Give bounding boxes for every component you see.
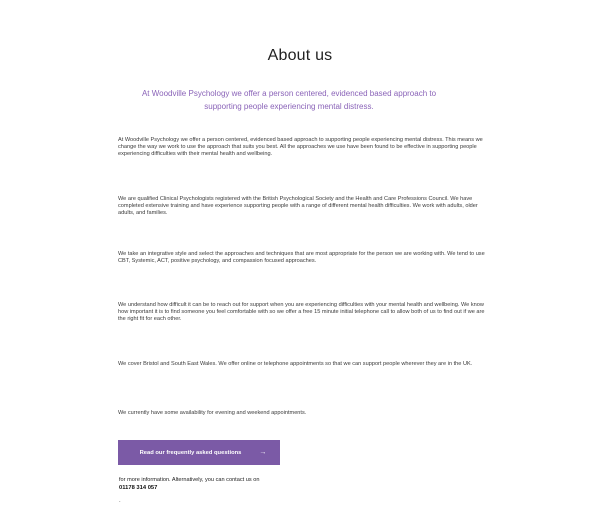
paragraph-approach: At Woodville Psychology we offer a person centered, evidenced based approach to supporting people experiencing mental distress. This means we change the way we work to use the approach that suits you best. All the approaches we use have been found to be effective in supporting people experiencing difficulties with their mental health and wellbeing.: [118, 137, 483, 158]
trailing-dot: .: [119, 498, 121, 504]
contact-text: for more information. Alternatively, you can contact us on: [119, 477, 260, 483]
paragraph-free-call: We understand how difficult it can be to reach out for support when you are experiencing difficulties with your mental health and wellbeing. We know how important it is to find someone you feel comfortable with so we offer a free 15 minute initial telephone call to allow both of us to find out if we are the right fit for each other.: [118, 302, 485, 323]
page-title: About us: [267, 47, 333, 64]
paragraph-integrative-style: We take an integrative style and select the approaches and techniques that are most appropriate for the person we are working with. We tend to use CBT, Systemic, ACT, positive psychology, and compassion focused approaches.: [118, 251, 485, 265]
paragraph-availability: We currently have some availability for evening and weekend appointments.: [118, 410, 307, 416]
paragraph-qualifications: We are qualified Clinical Psychologists registered with the British Psychological Society and the Health and Care Professions Council. We have completed extensive training and have experience supporting people with a range of different mental health difficulties. We work with adults, older adults, and families.: [118, 196, 478, 217]
paragraph-coverage: We cover Bristol and South East Wales. We offer online or telephone appointments so that we can support people wherever they are in the UK.: [118, 361, 473, 367]
intro-text: At Woodville Psychology we offer a person centered, evidenced based approach to supporting people experiencing mental distress.: [141, 89, 437, 111]
arrow-right-icon: →: [259, 449, 267, 456]
phone-number[interactable]: 01178 314 057: [119, 485, 158, 491]
faq-button[interactable]: [118, 440, 280, 465]
faq-button-label: Read our frequently asked questions: [139, 449, 242, 456]
